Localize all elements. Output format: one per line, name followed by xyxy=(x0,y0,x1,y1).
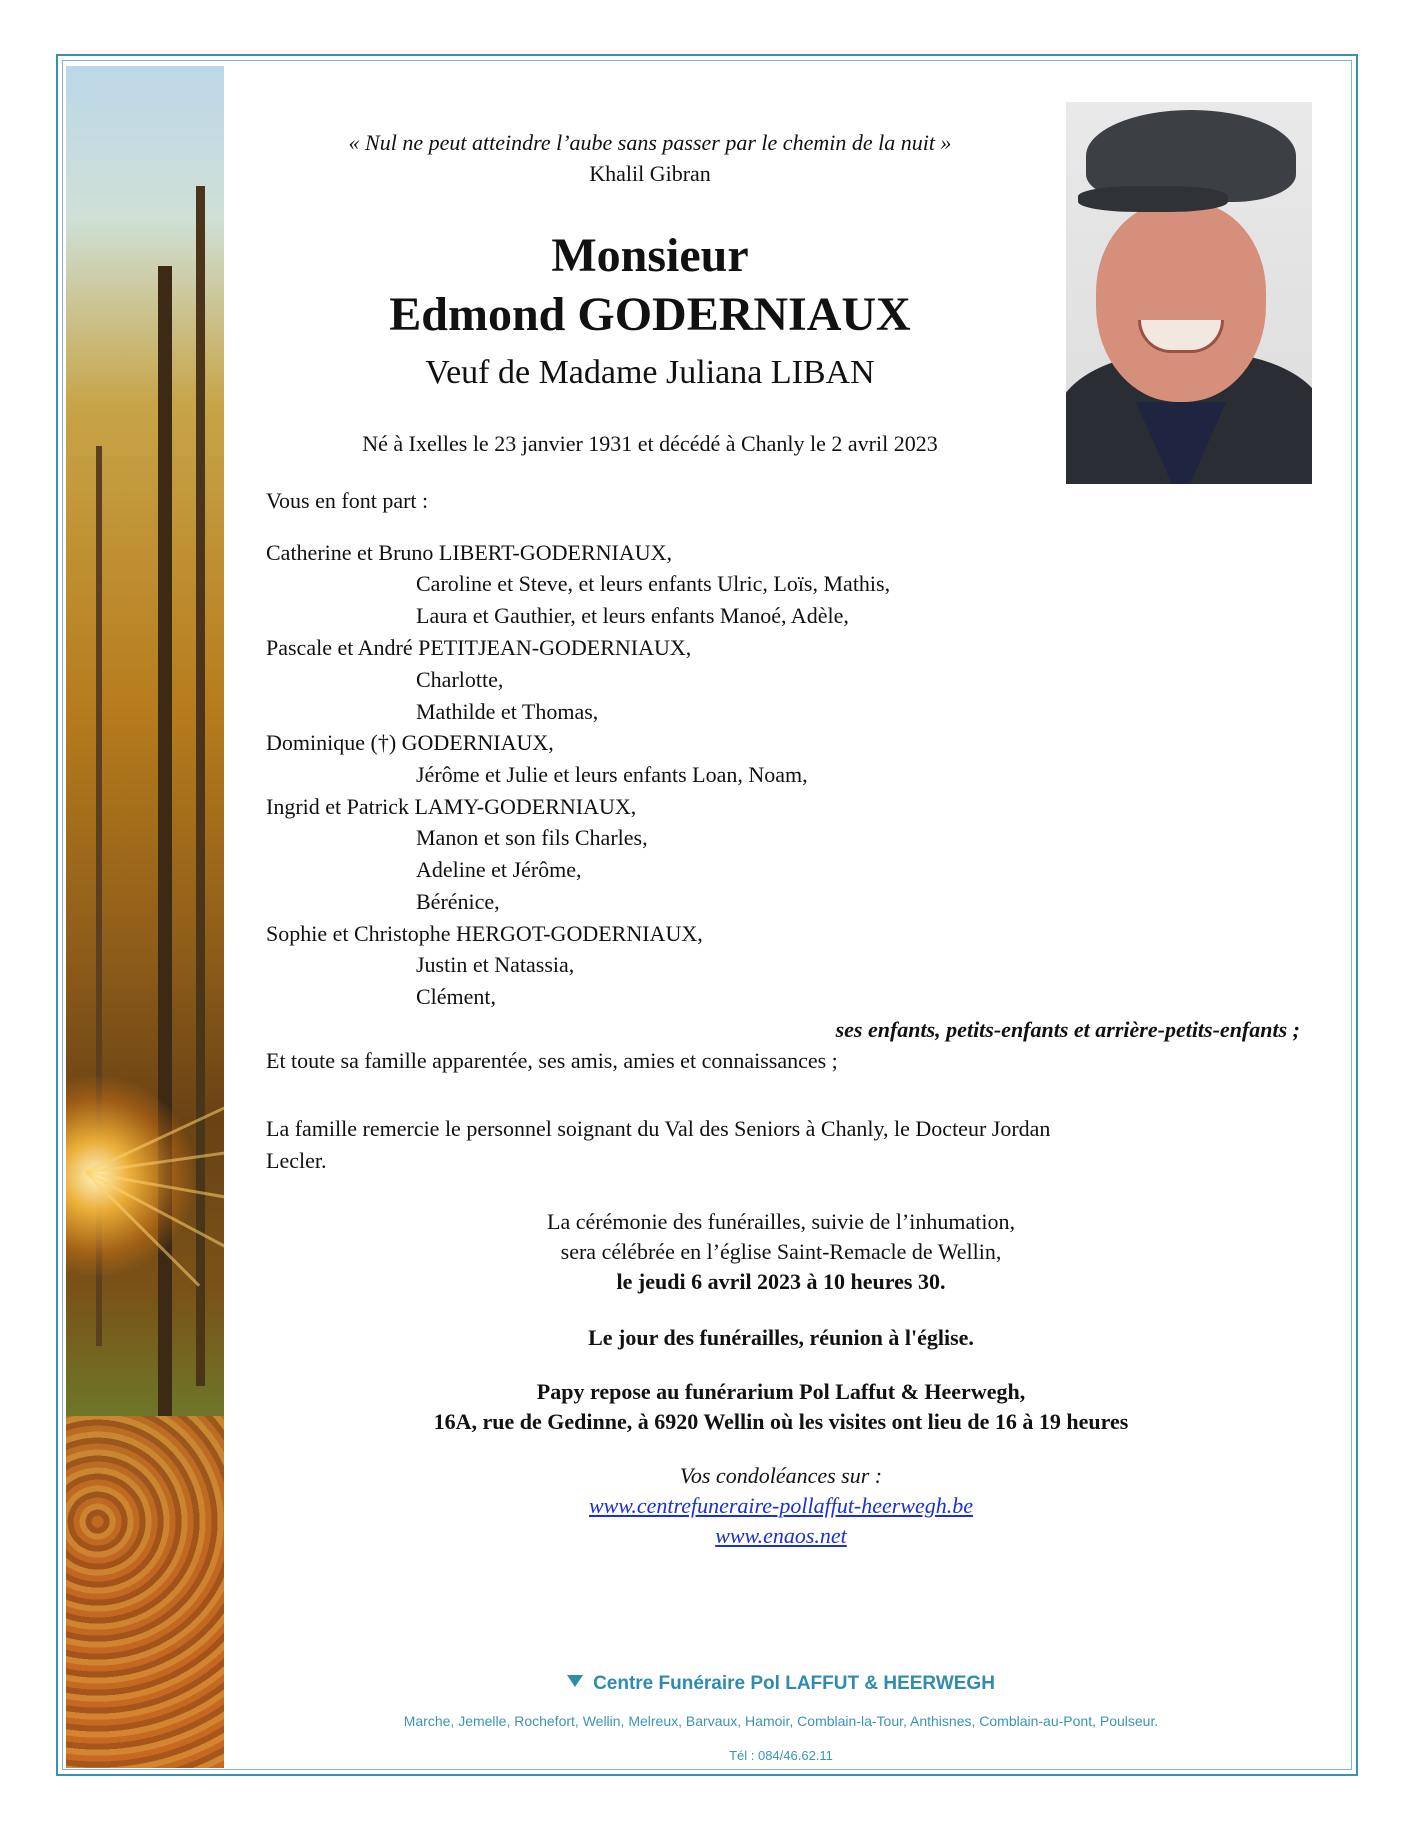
footer-company xyxy=(266,1673,1296,1695)
deceased-name: Edmond GODERNIAUX xyxy=(389,288,911,341)
family-closing: ses enfants, petits-enfants et arrière-petits-enfants ; xyxy=(835,1017,1300,1042)
family-line: Sophie et Christophe HERGOT-GODERNIAUX, xyxy=(266,921,703,946)
repose-line-2: 16A, rue de Gedinne, à 6920 Wellin où les visites ont lieu de 16 à 19 heures xyxy=(433,1409,1129,1434)
repose-line-1: Papy repose au funérarium Pol Laffut & Heerwegh, xyxy=(536,1379,1026,1404)
family-line: Caroline et Steve, et leurs enfants Ulric, Loïs, Mathis, xyxy=(416,571,891,596)
family-line: Manon et son fils Charles, xyxy=(416,825,648,850)
enaos-link[interactable]: www.enaos.net xyxy=(715,1523,847,1548)
condolences-label: Vos condoléances sur : xyxy=(679,1463,883,1488)
extended-family: Et toute sa famille apparentée, ses amis, amies et connaissances ; xyxy=(266,1048,838,1073)
ceremony-line-2: sera célébrée en l’église Saint-Remacle de Wellin, xyxy=(560,1239,1002,1264)
thanks-line-2: Lecler. xyxy=(266,1148,327,1173)
birth-death-line: Né à Ixelles le 23 janvier 1931 et décédé à Chanly le 2 avril 2023 xyxy=(362,431,938,456)
family-line: Mathilde et Thomas, xyxy=(416,699,599,724)
ceremony-date: le jeudi 6 avril 2023 à 10 heures 30. xyxy=(616,1269,946,1294)
family-line: Catherine et Bruno LIBERT-GODERNIAUX, xyxy=(266,540,673,565)
autumn-trees-image xyxy=(66,66,224,1768)
quote: « Nul ne peut atteindre l’aube sans passer par le chemin de la nuit » xyxy=(348,130,952,155)
family-line: Dominique (†) GODERNIAUX, xyxy=(266,730,554,755)
family-line: Clément, xyxy=(416,984,497,1009)
widow-line: Veuf de Madame Juliana LIBAN xyxy=(425,354,875,391)
intro-text: Vous en font part : xyxy=(266,488,429,513)
quote-author: Khalil Gibran xyxy=(589,161,711,186)
family-line: Ingrid et Patrick LAMY-GODERNIAUX, xyxy=(266,794,637,819)
footer-company-name: Centre Funéraire Pol LAFFUT & HEERWEGH xyxy=(593,1673,995,1694)
family-line: Justin et Natassia, xyxy=(416,952,575,977)
thanks-line-1: La famille remercie le personnel soignant du Val des Seniors à Chanly, le Docteur Jordan xyxy=(266,1116,1051,1141)
funeral-center-link[interactable]: www.centrefuneraire-pollaffut-heerwegh.be xyxy=(588,1493,974,1518)
triangle-down-icon xyxy=(567,1675,583,1687)
family-line: Pascale et André PETITJEAN-GODERNIAUX, xyxy=(266,635,692,660)
family-line: Bérénice, xyxy=(416,889,500,914)
family-line: Charlotte, xyxy=(416,667,504,692)
honorific-title: Monsieur xyxy=(551,229,749,282)
portrait-photo xyxy=(1066,102,1312,484)
footer-phone: Tél : 084/46.62.11 xyxy=(729,1748,833,1763)
family-line: Jérôme et Julie et leurs enfants Loan, Noam, xyxy=(416,762,808,787)
footer-places: Marche, Jemelle, Rochefort, Wellin, Melreux, Barvaux, Hamoir, Comblain-la-Tour, Anthisnes, Comblain-au-Pont, Poulseur. xyxy=(403,1713,1159,1729)
family-line: Adeline et Jérôme, xyxy=(416,857,582,882)
ceremony-line-1: La cérémonie des funérailles, suivie de l’inhumation, xyxy=(547,1209,1015,1234)
family-line: Laura et Gauthier, et leurs enfants Manoé, Adèle, xyxy=(416,603,849,628)
meeting-info: Le jour des funérailles, réunion à l'église. xyxy=(588,1325,974,1350)
